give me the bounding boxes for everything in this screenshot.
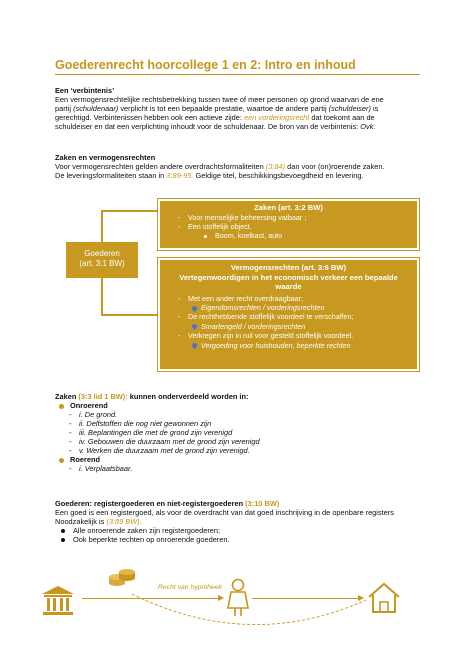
hypotheek-arrow [130, 590, 370, 650]
section-registergoederen [55, 499, 421, 544]
list-item: - i. Verplaatsbaar. [69, 464, 133, 473]
vermogensrechten-subtitle: Vertegenwoordigen in het economisch verkeer een bepaalde [179, 272, 398, 282]
section-heading: Een ‘verbintenis’ [55, 86, 115, 95]
section-zaken-onderverdeling [55, 392, 421, 473]
goederen-article: (art. 3:1 BW) [79, 259, 125, 268]
vermogensrechten-heading: Vermogensrechten (art. 3:6 BW) [230, 263, 347, 272]
vermogensrechten-example: Eigendomsrechten / vorderingsrechten [178, 303, 417, 312]
pin-icon [191, 304, 198, 311]
paragraph-line: Noodzakelijk is (3:89 BW). [55, 517, 142, 526]
list-item: - iii. Beplantingen die met de grond zijn verenigd [69, 428, 233, 437]
pin-icon [191, 323, 198, 330]
connector-line [101, 314, 157, 316]
house-icon [366, 580, 402, 616]
vermogensrechten-criterion: - De rechthebbende stoffelijk voordeel te verschaffen; [178, 312, 354, 322]
vermogensrechten-criterion: - Met een ander recht overdraagbaar; [178, 293, 304, 303]
zaken-box [157, 198, 420, 251]
arrow-head-icon [358, 595, 364, 601]
vermogensrechten-example: Smartengeld / vorderingsrechten [178, 322, 417, 331]
vermogensrechten-box [157, 257, 420, 372]
vermogensrechten-subtitle: waarde [275, 282, 302, 291]
list-item: - iv. Gebouwen die duurzaam met de grond zijn verenigd [69, 437, 260, 446]
category-onroerend: Onroerend [59, 401, 421, 410]
list-item: Ook beperkte rechten op onroerende goederen. [61, 535, 421, 544]
vermogensrechten-example: Vergoeding voor huishouden, beperkte rechten [178, 341, 417, 350]
section-heading: Zaken en vermogensrechten [55, 153, 156, 162]
connector-line [101, 278, 103, 316]
title-underline [55, 74, 420, 75]
paragraph-line: gerechtigd. Verbintenissen hebben ook een actieve zijde: een vorderingsrecht dat toekomt aan de [55, 113, 375, 122]
paragraph-line: Een vermogensrechtelijke rechtsbetrekking tussen twee of meer personen op grond waarvan de ene [55, 95, 384, 104]
bullet-icon [61, 538, 65, 542]
section-heading: Goederen: registergoederen en niet-registergoederen (3:10 BW) [55, 499, 280, 508]
zaken-criterion: - Voor menselijke beheersing vatbaar ; [178, 212, 307, 222]
paragraph-line: schuldeiser en dat een verplichting inhoudt voor de schuldenaar. De bron van de verbintenis: Ovk. [55, 122, 376, 131]
list-item: - ii. Delfstoffen die nog niet gewonnen zijn [69, 419, 212, 428]
paragraph-line: partij (schuldenaar) verplicht is tot een bepaalde prestatie, waartoe de andere partij (schuldeiser) is [55, 104, 379, 113]
zaken-example: Boom, koelkast, auto [178, 231, 417, 240]
arrow-line [252, 598, 362, 599]
coins-icon [108, 566, 136, 588]
list-item: Alle onroerende zaken zijn registergoederen; [61, 526, 421, 535]
vermogensrechten-criterion: - Verkregen zijn in ruil voor gesteld stoffelijk voordeel. [178, 331, 354, 341]
goederen-label: Goederen [84, 249, 120, 258]
goederen-box [66, 242, 138, 278]
paragraph-line: Voor vermogensrechten gelden andere overdrachtsformaliteiten (3:84) dan voor (on)roerende zaken. [55, 162, 385, 171]
bullet-icon [59, 404, 64, 409]
bullet-icon [61, 529, 65, 533]
paragraph-line: De leveringsformaliteiten staan in 3:89-95. Geldige titel, beschikkingsbevoegdheid en levering. [55, 171, 364, 180]
connector-line [101, 210, 103, 242]
hypotheek-label: Recht van hypotheek [158, 584, 222, 591]
bank-icon [40, 583, 76, 619]
pin-icon [191, 342, 198, 349]
list-item: - i. De grond. [69, 410, 118, 419]
connector-line [101, 210, 157, 212]
section-verbintenis [55, 86, 421, 131]
category-roerend: Roerend [59, 455, 421, 464]
section-heading: Zaken (3:3 lid 1 BW): kunnen onderverdeeld worden in: [55, 392, 249, 401]
bullet-icon [59, 458, 64, 463]
zaken-criterion: - Een stoffelijk object. [178, 221, 252, 231]
zaken-heading: Zaken (art. 3:2 BW) [254, 203, 323, 212]
list-item: - v. Werken die duurzaam met de grond zijn verenigd. [69, 446, 250, 455]
page-title: Goederenrecht hoorcollege 1 en 2: Intro en inhoud [55, 58, 356, 72]
section-zaken-vermogensrechten [55, 153, 421, 180]
paragraph-line: Een goed is een registergoed, als voor de overdracht van dat goed inschrijving in de openbare registers [55, 508, 394, 517]
